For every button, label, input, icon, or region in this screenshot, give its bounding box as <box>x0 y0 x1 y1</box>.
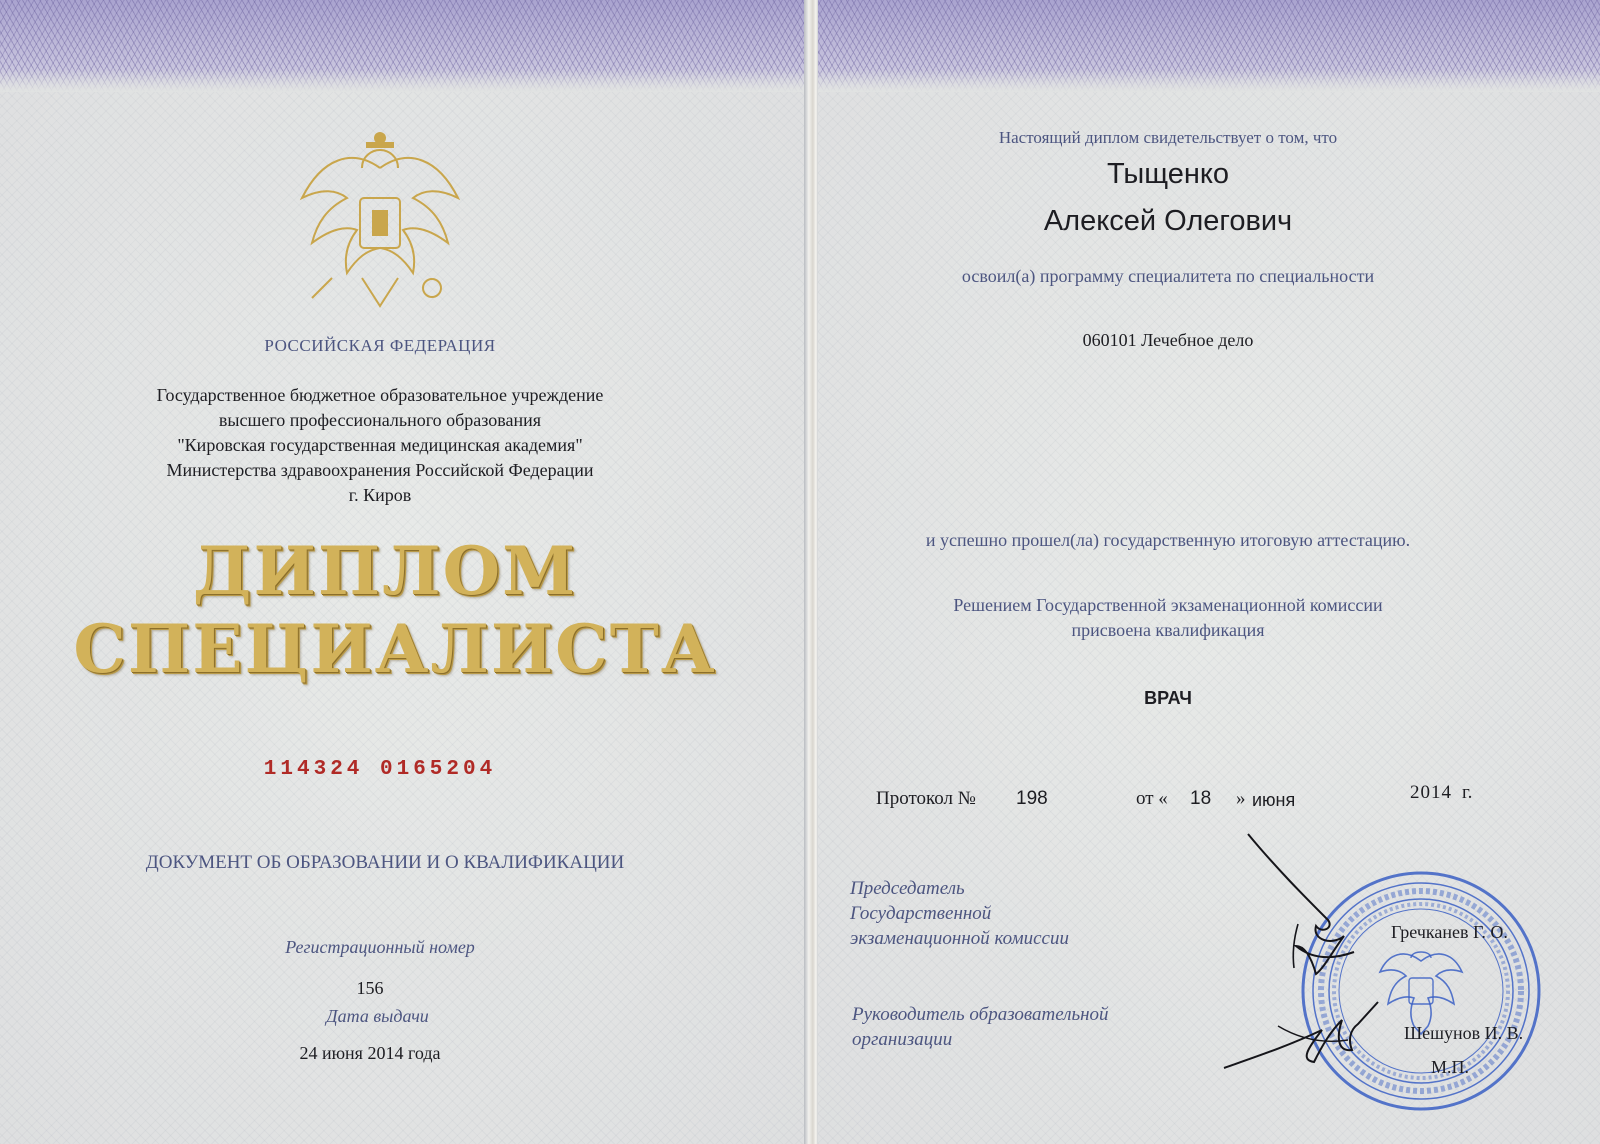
decision-line-1: Решением Государственной экзаменационной комиссии <box>953 595 1383 615</box>
protocol-month-separator: » <box>1236 788 1246 809</box>
registration-number: 156 <box>356 978 384 998</box>
program-text: освоил(а) программу специалитета по специальности <box>961 266 1375 286</box>
coat-of-arms-emblem <box>292 128 468 318</box>
chair-signature-icon <box>1236 828 1366 978</box>
head-signature-icon <box>1218 990 1388 1080</box>
protocol-month: июня <box>1252 790 1296 810</box>
chair-name: Гречканев Г. О. <box>1391 922 1508 942</box>
institution-line-1: Государственное бюджетное образовательное учреждение <box>156 385 604 405</box>
serial-number: 114324 0165204 <box>263 758 497 781</box>
protocol-label: Протокол № <box>876 788 976 809</box>
head-label-line-1: Руководитель образовательной <box>852 1004 1109 1025</box>
qualification: ВРАЧ <box>1144 688 1192 708</box>
attestation-text: и успешно прошел(ла) государственную итоговую аттестацию. <box>925 530 1411 550</box>
decision-line-2: присвоена квалификация <box>1071 620 1265 640</box>
protocol-year-suffix: г. <box>1462 782 1473 803</box>
chair-label-line-2: Государственной <box>850 903 992 924</box>
guilloche-band <box>0 0 806 92</box>
registration-number-label: Регистрационный номер <box>285 937 475 957</box>
country-name: РОССИЙСКАЯ ФЕДЕРАЦИЯ <box>264 336 496 355</box>
intro-text: Настоящий диплом свидетельствует о том, что <box>998 128 1338 147</box>
head-label-line-2: организации <box>852 1029 953 1050</box>
institution-line-5: г. Киров <box>348 485 412 505</box>
issue-date-label: Дата выдачи <box>326 1006 429 1026</box>
diploma-title-line-2: СПЕЦИАЛИСТА <box>73 610 717 688</box>
recipient-surname: Тыщенко <box>1106 158 1230 190</box>
recipient-given-names: Алексей Олегович <box>1043 205 1293 237</box>
chair-label-line-1: Председатель <box>850 878 965 899</box>
chair-label-line-3: экзаменационной комиссии <box>850 928 1069 949</box>
specialty: 060101 Лечебное дело <box>1082 330 1254 350</box>
diploma-title-line-1: ДИПЛОМ <box>192 532 578 610</box>
institution-line-4: Министерства здравоохранения Российской Федерации <box>166 460 594 480</box>
issue-date: 24 июня 2014 года <box>299 1043 441 1063</box>
protocol-day: 18 <box>1190 788 1212 809</box>
head-name: Шешунов И. В. <box>1404 1023 1524 1043</box>
guilloche-band <box>818 0 1600 92</box>
institution-line-2: высшего профессионального образования <box>218 410 542 430</box>
protocol-from-label: от « <box>1136 788 1168 809</box>
protocol-number: 198 <box>1016 788 1048 809</box>
protocol-year: 2014 <box>1410 782 1452 803</box>
seal-place-label: М.П. <box>1431 1057 1470 1077</box>
diploma-right-page <box>818 0 1600 1144</box>
document-type: ДОКУМЕНТ ОБ ОБРАЗОВАНИИ И О КВАЛИФИКАЦИИ <box>145 852 625 873</box>
institution-line-3: "Кировская государственная медицинская академия" <box>177 435 583 455</box>
